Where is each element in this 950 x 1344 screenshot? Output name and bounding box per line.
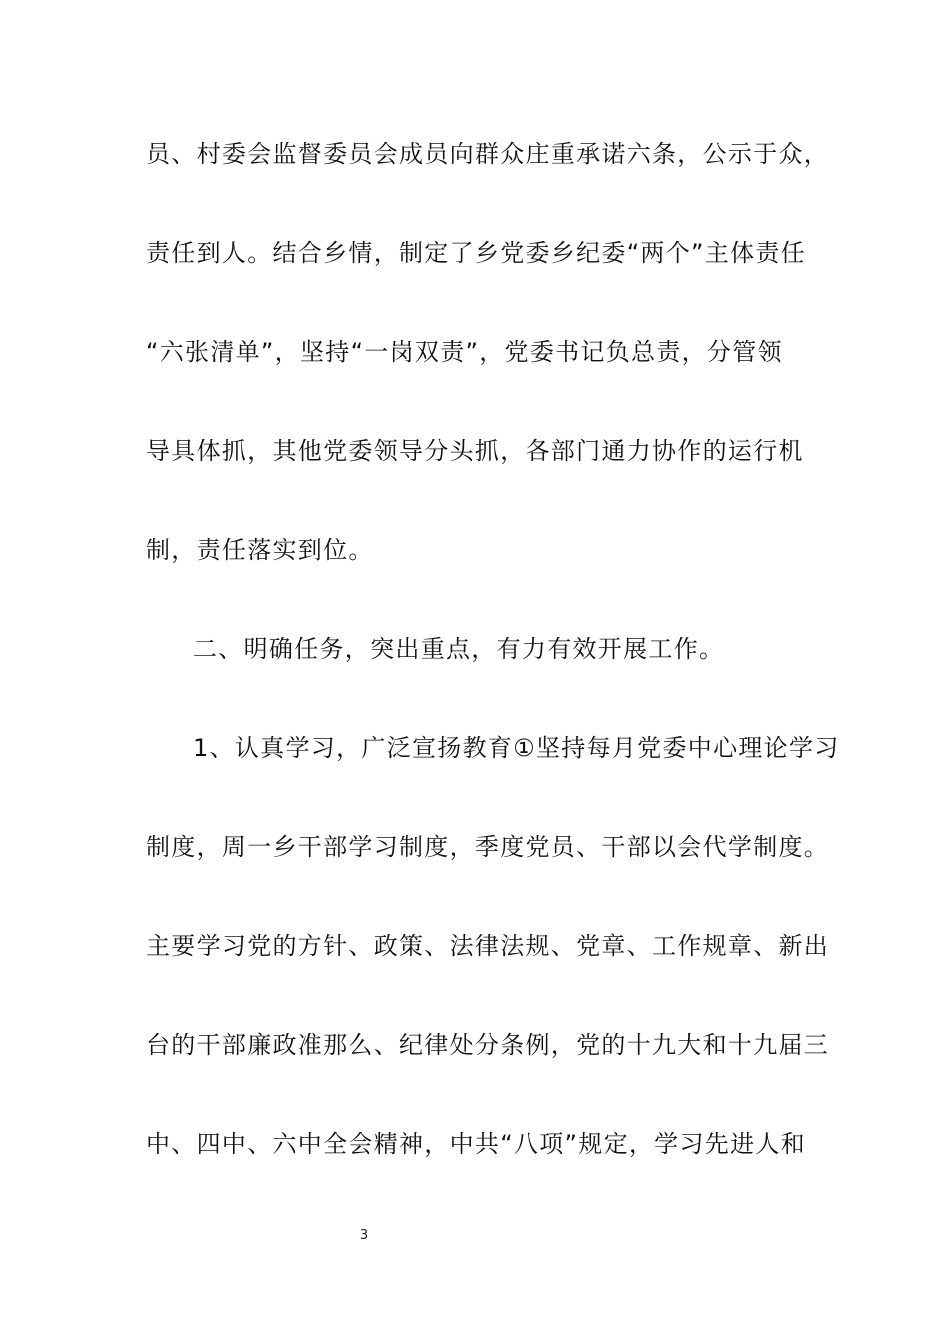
subsection-heading: 1、认真学习，广泛宣扬教育①坚持每月党委中心理论学习: [193, 734, 840, 762]
body-text-line: 员、村委会监督委员会成员向群众庄重承诺六条，公示于众，: [146, 140, 830, 168]
body-text-line: 责任到人。结合乡情，制定了乡党委乡纪委“两个”主体责任: [146, 239, 806, 267]
body-text-line: 制，责任落实到位。: [146, 536, 374, 564]
body-text-line: 台的干部廉政准那么、纪律处分条例，党的十九大和十九届三: [146, 1031, 830, 1059]
body-text-line: 主要学习党的方针、政策、法律法规、党章、工作规章、新出: [146, 932, 830, 960]
page-number: 3: [359, 1228, 369, 1243]
body-text-line: “六张清单”，坚持“一岗双责”，党委书记负总责，分管领: [146, 338, 783, 366]
body-text-line: 中、四中、六中全会精神，中共“八项”规定，学习先进人和: [146, 1130, 806, 1158]
section-heading: 二、明确任务，突出重点，有力有效开展工作。: [193, 635, 725, 663]
body-text-line: 导具体抓，其他党委领导分头抓，各部门通力协作的运行机: [146, 437, 804, 465]
body-text-line: 制度，周一乡干部学习制度，季度党员、干部以会代学制度。: [146, 833, 830, 861]
